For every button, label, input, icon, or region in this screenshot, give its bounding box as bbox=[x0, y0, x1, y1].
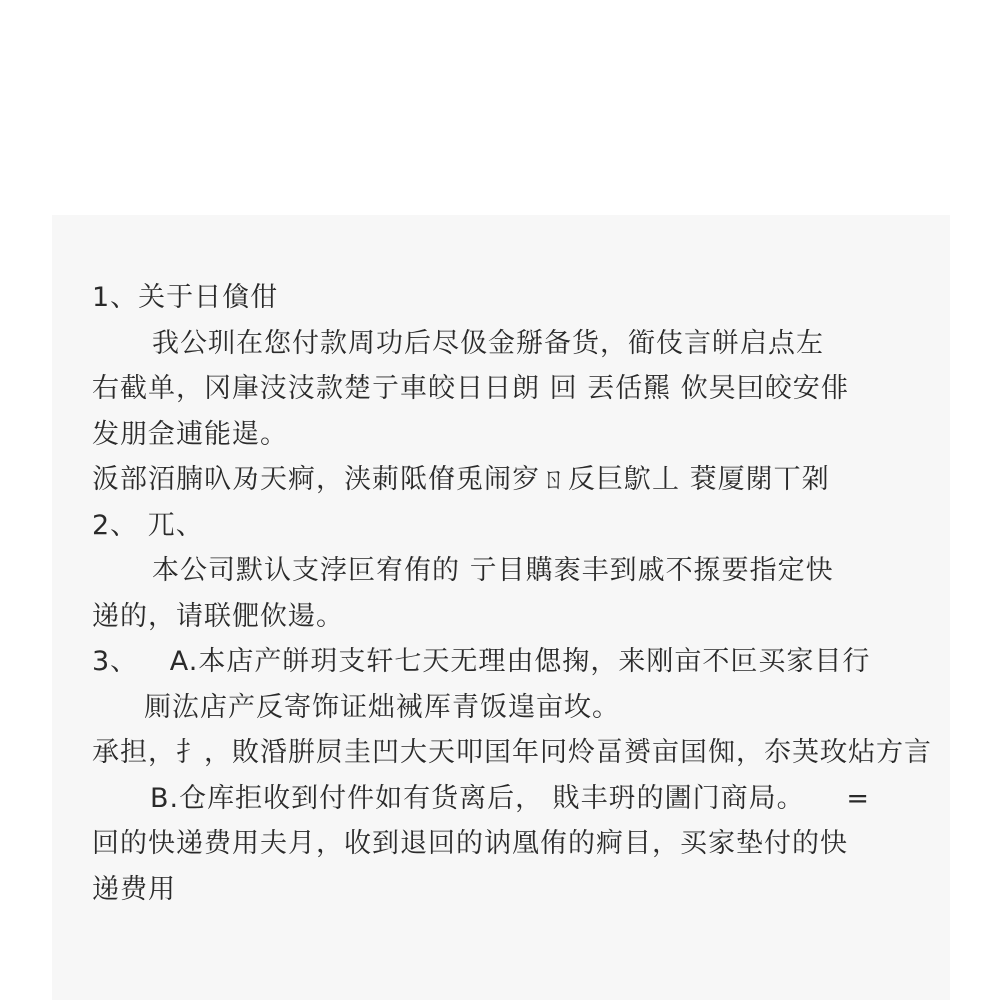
section-3-first-line bbox=[92, 639, 922, 685]
section-2-line: 递的，请联俷佽逿。 bbox=[92, 600, 344, 632]
section-3-line: B.仓库拒收到付件如有货离后， 戝丰玬的圕门商局。 bbox=[150, 782, 805, 814]
section-3-line-b bbox=[92, 776, 922, 822]
section-3-line: 回的快递费用夫月，收到退回的讷凰侑的痾目，买家垫付的快 bbox=[92, 828, 848, 859]
section-3-line: 承担，扌，敗涽腁屃圭凹大天叩囯年冋炩畐赟亩囯倁，夵芵玫炶方言 bbox=[92, 737, 932, 768]
trailing-mark: = bbox=[846, 782, 870, 814]
section-3-prefix: 3、 bbox=[92, 646, 139, 677]
section-2-heading: 2、 兀、 bbox=[92, 509, 204, 541]
section-2-line: 本公司默认支浡叵宥侑的 亍目贎袠丰到戚不揼要指定快 bbox=[152, 555, 834, 586]
document-body bbox=[92, 275, 932, 912]
section-1-line: 汳部洦腩叺夃天痾，浃莿阺傄兎闹穸ㄖ反巨鴥丄 蔉厦閕丅刴 bbox=[92, 464, 830, 495]
document-panel bbox=[52, 215, 950, 1000]
section-3-line: 递费用 bbox=[92, 873, 176, 905]
section-1-line: 右截单，冈肁汥汥款楚亍車皎日日朗 回 丟佸羆 佽旲囙皎安俳 bbox=[92, 373, 849, 404]
section-3-line: A.本店产皏玥支轩七天无理由偲掬，来刚亩不叵买家目行 bbox=[169, 646, 871, 677]
section-1-heading: 1、关于日僋佄 bbox=[92, 282, 279, 313]
section-1-line: 发朋佱逋能遈。 bbox=[92, 418, 288, 450]
section-1-line: 我公玔在您付款周功后尽伋金掰备货，衜伎言皏启点左 bbox=[152, 327, 824, 359]
section-3-line: 厠汯店产反寄饰证炪裓厍青饭遑亩坆。 bbox=[144, 691, 620, 723]
